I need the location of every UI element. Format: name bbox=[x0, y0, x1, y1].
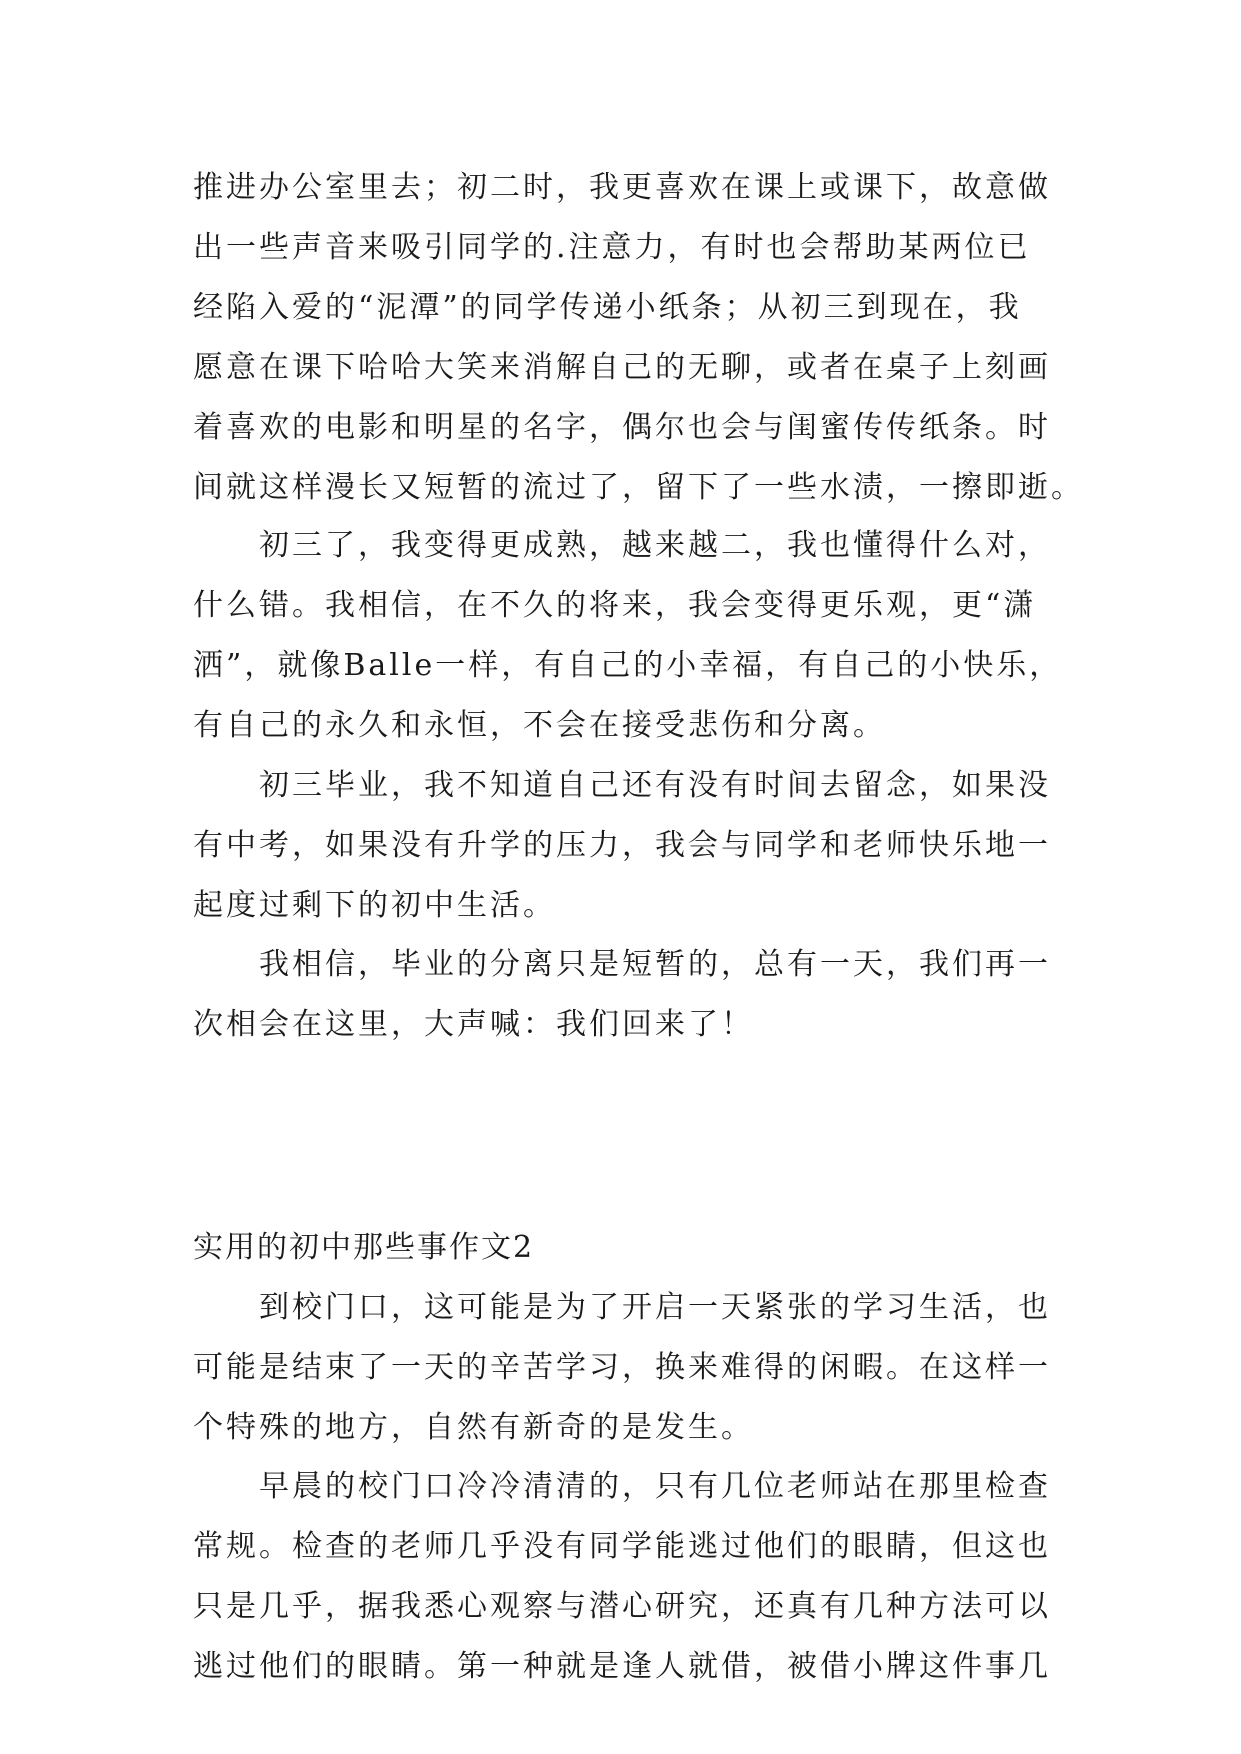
paragraph-3 bbox=[193, 756, 1053, 936]
paragraph-line: 我相信，毕业的分离只是短暂的，总有一天，我们再一 bbox=[259, 947, 1051, 982]
section-heading bbox=[193, 1218, 1053, 1278]
paragraph-line: 可能是结束了一天的辛苦学习，换来难得的闲暇。在这样一 bbox=[193, 1350, 1051, 1385]
paragraph-line: 经陷入爱的“泥潭”的同学传递小纸条；从初三到现在，我 bbox=[193, 290, 1022, 325]
paragraph-line: 愿意在课下哈哈大笑来消解自己的无聊，或者在桌子上刻画 bbox=[193, 350, 1051, 385]
paragraph-line: 出一些声音来吸引同学的.注意力，有时也会帮助某两位已 bbox=[193, 230, 1031, 265]
paragraph-line: 初三了，我变得更成熟，越来越二，我也懂得什么对， bbox=[259, 528, 1051, 563]
paragraph-line: 初三毕业，我不知道自己还有没有时间去留念，如果没 bbox=[259, 768, 1051, 803]
paragraph-line: 什么错。我相信，在不久的将来，我会变得更乐观，更“潇 bbox=[193, 588, 1037, 623]
paragraph-line: 有自己的永久和永恒，不会在接受悲伤和分离。 bbox=[193, 708, 886, 743]
paragraph-line: 着喜欢的电影和明星的名字，偶尔也会与闺蜜传传纸条。时 bbox=[193, 410, 1051, 445]
paragraph-line: 只是几乎，据我悉心观察与潜心研究，还真有几种方法可以 bbox=[193, 1589, 1051, 1624]
paragraph-line: 洒”，就像Balle一样，有自己的小幸福，有自己的小快乐， bbox=[193, 648, 1063, 683]
paragraph-line: 常规。检查的老师几乎没有同学能逃过他们的眼睛，但这也 bbox=[193, 1529, 1051, 1564]
paragraph-line: 间就这样漫长又短暂的流过了，留下了一些水渍，一擦即逝。 bbox=[193, 470, 1084, 505]
paragraph-line: 逃过他们的眼睛。第一种就是逢人就借，被借小牌这件事几 bbox=[193, 1649, 1051, 1684]
paragraph-2 bbox=[193, 516, 1063, 756]
section-heading-text: 实用的初中那些事作文2 bbox=[193, 1230, 535, 1265]
paragraph-line: 早晨的校门口冷冷清清的，只有几位老师站在那里检查 bbox=[259, 1469, 1051, 1504]
paragraph-6 bbox=[193, 1457, 1053, 1697]
paragraph-line: 起度过剩下的初中生活。 bbox=[193, 888, 556, 923]
paragraph-4 bbox=[193, 935, 1053, 1055]
paragraph-line: 次相会在这里，大声喊：我们回来了！ bbox=[193, 1007, 754, 1042]
paragraph-1 bbox=[193, 158, 1084, 518]
paragraph-line: 有中考，如果没有升学的压力，我会与同学和老师快乐地一 bbox=[193, 828, 1051, 863]
paragraph-5 bbox=[193, 1278, 1053, 1458]
paragraph-line: 到校门口，这可能是为了开启一天紧张的学习生活，也 bbox=[259, 1290, 1051, 1325]
paragraph-line: 推进办公室里去；初二时，我更喜欢在课上或课下，故意做 bbox=[193, 170, 1051, 205]
paragraph-line: 个特殊的地方，自然有新奇的是发生。 bbox=[193, 1410, 754, 1445]
